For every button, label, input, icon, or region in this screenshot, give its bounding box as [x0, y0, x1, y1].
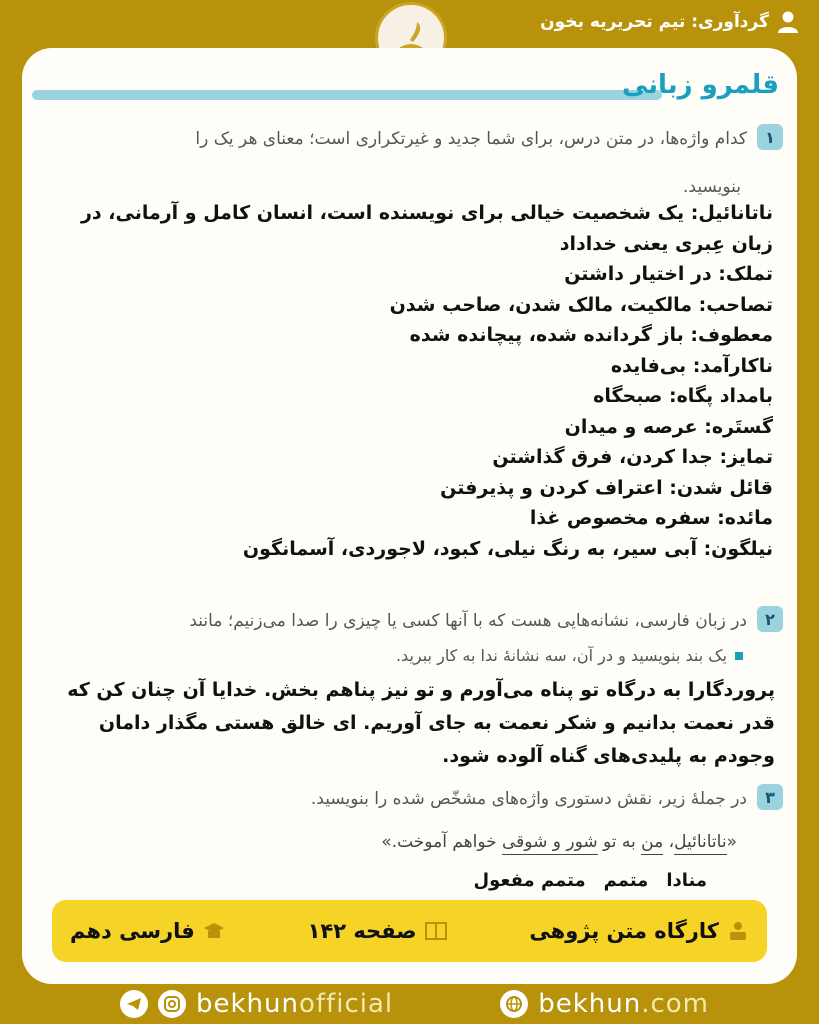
site-text-b: .com [641, 989, 709, 1019]
instagram-icon[interactable] [158, 990, 186, 1018]
question-1 [195, 124, 783, 154]
header-credit [540, 10, 799, 34]
footer-info-box [52, 900, 767, 962]
section-divider [32, 90, 662, 100]
page-text: صفحه ۱۴۲ [307, 919, 417, 943]
question-2 [189, 606, 783, 636]
vocab-item: تمایز: جدا کردن، فرق گذاشتن [492, 446, 773, 468]
underlined-word: ناتانائیل [674, 832, 726, 855]
question-number: ۳ [757, 784, 783, 810]
quote-open: « [726, 832, 737, 852]
question-text: در زبان فارسی، نشانه‌هایی هست که با آنها کسی یا چیزی را صدا می‌زنیم؛ مانند [189, 611, 747, 631]
vocab-item: زبان عِبری یعنی خداداد [559, 232, 773, 255]
social-text-a: bekhun [196, 989, 299, 1019]
book-text: فارسی دهم [70, 919, 195, 943]
bullet-square-icon [735, 652, 743, 660]
vocab-item: ناتانائیل: یک شخصیت خیالی برای نویسنده است، انسان کامل و آرمانی، در [80, 202, 773, 224]
vocab-list [81, 198, 773, 564]
open-book-icon [425, 921, 447, 941]
question-text: در جملهٔ زیر، نقش دستوری واژه‌های مشخّص شده را بنویسید. [310, 789, 747, 809]
vocab-item: ناکارآمد: بی‌فایده [610, 354, 773, 377]
bottom-bar [0, 984, 819, 1024]
vocab-item: گستَره: عرصه و میدان [564, 415, 773, 438]
vocab-item: قائل شدن: اعتراف کردن و پذیرفتن [440, 476, 773, 499]
social-text [196, 989, 393, 1019]
teacher-icon [727, 921, 749, 941]
vocab-item: تملک: در اختیار داشتن [564, 263, 773, 285]
quote-sep: ، [663, 832, 675, 852]
user-icon [777, 10, 799, 34]
graduation-cap-icon [203, 921, 225, 941]
vocab-item: تصاحب: مالکیت، مالک شدن، صاحب شدن [389, 293, 773, 316]
question-2-bullet [396, 646, 743, 665]
q3-roles [474, 870, 707, 891]
vocab-item: معطوف: باز گردانده شده، پیچانده شده [409, 324, 773, 346]
vocab-item: نیلگون: آبی سیر، به رنگ نیلی، کبود، لاجوردی، آسمانگون [242, 537, 773, 560]
q3-sentence [381, 832, 737, 852]
content-card [22, 48, 797, 984]
underlined-word: من [641, 832, 663, 855]
section-title: قلمرو زبانی [621, 70, 779, 100]
vocab-item: مائده: سفره مخصوص غذا [529, 507, 773, 529]
question-text-cont: بنویسید. [683, 177, 741, 197]
question-number: ۲ [757, 606, 783, 632]
site-text-a: bekhun [538, 989, 642, 1019]
q2-answer: پروردگارا به درگاه تو پناه می‌آورم و تو نیز پناهم بخش. خدایا آن چنان کن که قدر نعمت بدانیم و شکر نعمت به جای آوریم. ای خالق هستی مگذار دامان وجودم به پلیدی‌های گناه آلوده شود. [67, 679, 775, 767]
page-label [308, 919, 447, 943]
bullet-text: یک بند بنویسید و در آن، سه نشانهٔ ندا به کار ببرید. [395, 646, 727, 665]
question-text: کدام واژه‌ها، در متن درس، برای شما جدید و غیرتکراری است؛ معنای هر یک را [195, 129, 747, 149]
role-label: منادا [666, 870, 707, 891]
book-label [70, 919, 225, 943]
credit-text: گردآوری: تیم تحریریه بخون [540, 12, 769, 32]
website-link[interactable] [500, 989, 709, 1019]
question-number: ۱ [757, 124, 783, 150]
globe-icon [500, 990, 528, 1018]
role-label: متمم [603, 870, 649, 891]
quote-end: خواهم آموخت.» [381, 832, 503, 852]
telegram-icon[interactable] [120, 990, 148, 1018]
website-text [538, 989, 709, 1019]
role-label: متمم مفعول [473, 870, 586, 891]
workshop-label [529, 919, 749, 943]
quote-mid: به تو [597, 832, 642, 852]
workshop-text: کارگاه متن پژوهی [529, 919, 719, 943]
vocab-item: بامداد پگاه: صبحگاه [593, 385, 773, 407]
question-3 [311, 784, 783, 814]
underlined-word: شور و شوقی [502, 832, 598, 855]
social-handle[interactable] [120, 989, 393, 1019]
social-text-b: official [299, 989, 394, 1019]
